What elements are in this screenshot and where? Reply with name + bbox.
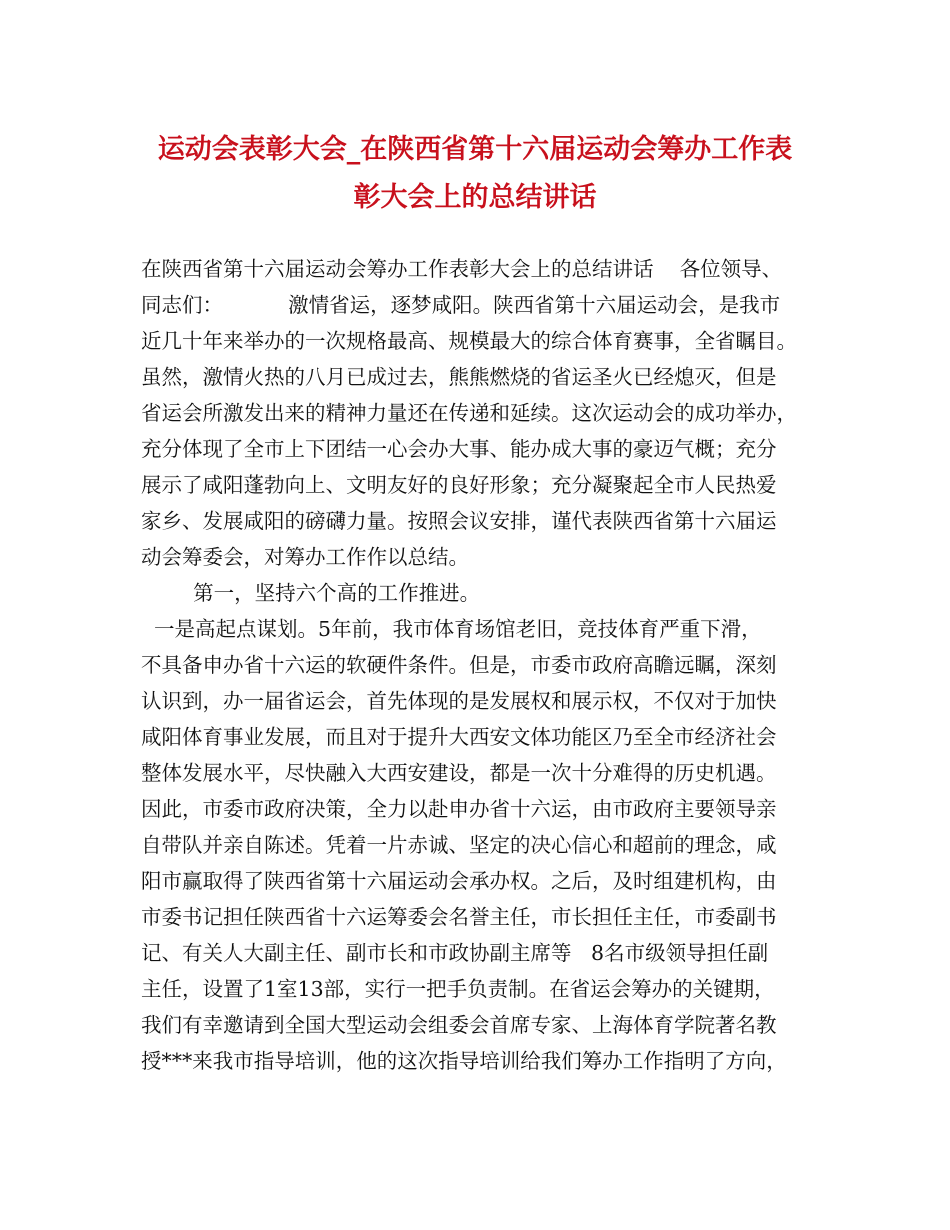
body-line: 因此，市委市政府决策，全力以赴申办省十六运，由市政府主要领导亲 (141, 797, 777, 821)
body-line: 咸阳体育事业发展，而且对于提升大西安文体功能区乃至全市经济社会 (141, 725, 777, 749)
body-line: 整体发展水平，尽快融入大西安建设，都是一次十分难得的历史机遇。 (141, 761, 777, 785)
body-line: 近几十年来举办的一次规格最高、规模最大的综合体育赛事，全省瞩目。 (141, 329, 797, 353)
body-line: 授***来我市指导培训，他的这次指导培训给我们筹办工作指明了方向， (141, 1049, 787, 1073)
body-line: 阳市赢取得了陕西省第十六届运动会承办权。之后，及时组建机构，由 (141, 869, 777, 893)
body-line: 同志们： 激情省运，逐梦咸阳。陕西省第十六届运动会，是我市 (141, 293, 781, 317)
body-line: 动会筹委会，对筹办工作作以总结。 (141, 545, 469, 569)
body-line: 展示了咸阳蓬勃向上、文明友好的良好形象；充分凝聚起全市人民热爱 (141, 473, 777, 497)
body-line: 虽然，激情火热的八月已成过去，熊熊燃烧的省运圣火已经熄灭，但是 (141, 365, 777, 389)
section-heading: 第一，坚持六个高的工作推进。 (141, 581, 481, 605)
body-line: 记、有关人大副主任、副市长和市政协副主席等 8名市级领导担任副 (141, 941, 769, 965)
body-line: 主任，设置了1室13部，实行一把手负责制。在省运会筹办的关键期， (141, 977, 775, 1001)
body-line: 家乡、发展咸阳的磅礴力量。按照会议安排，谨代表陕西省第十六届运 (141, 509, 777, 533)
body-line: 省运会所激发出来的精神力量还在传递和延续。这次运动会的成功举办， (141, 401, 797, 425)
document-title-line-2: 彰大会上的总结讲话 (353, 182, 597, 213)
body-line: 自带队并亲自陈述。凭着一片赤诚、坚定的决心信心和超前的理念，咸 (141, 833, 777, 857)
body-line: 一是高起点谋划。5年前，我市体育场馆老旧，竞技体育严重下滑， (141, 617, 762, 641)
body-line: 不具备申办省十六运的软硬件条件。但是，市委市政府高瞻远瞩，深刻 (141, 653, 777, 677)
body-line: 充分体现了全市上下团结一心会办大事、能办成大事的豪迈气概；充分 (141, 437, 777, 461)
body-line: 认识到，办一届省运会，首先体现的是发展权和展示权，不仅对于加快 (141, 689, 777, 713)
body-line: 市委书记担任陕西省十六运筹委会名誉主任，市长担任主任，市委副书 (141, 905, 777, 929)
body-line: 在陕西省第十六届运动会筹办工作表彰大会上的总结讲话 各位领导、 (141, 257, 783, 281)
body-line: 我们有幸邀请到全国大型运动会组委会首席专家、上海体育学院著名教 (141, 1013, 777, 1037)
document-title-line-1: 运动会表彰大会_在陕西省第十六届运动会筹办工作表 (157, 134, 793, 165)
